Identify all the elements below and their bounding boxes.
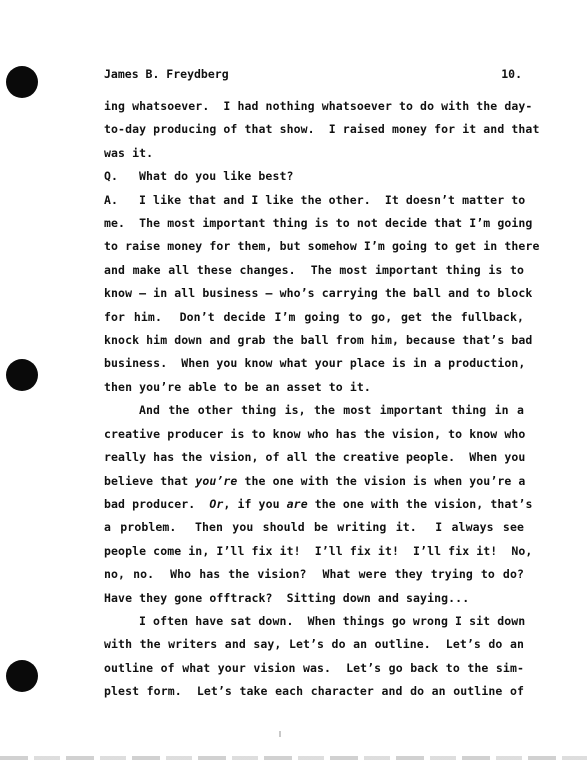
line-text: outline of what your vision was. Let’s go back to the sim- [104, 660, 524, 675]
line-text: no, no. Who has the vision? What were they trying to do? [104, 567, 524, 582]
line-text: to raise money for them, but somehow I’m going to get in there [104, 239, 540, 254]
text-line [104, 310, 524, 333]
text-line [104, 496, 533, 520]
line-text: the one with the vision is when you’re a [237, 473, 526, 488]
italic-emphasis: you’re [195, 473, 238, 488]
text-line [104, 474, 524, 497]
text-line [104, 591, 524, 614]
text-line [104, 146, 524, 169]
line-text: I like that and I like the other. It doesn’t matter to [139, 192, 526, 207]
line-text: plest form. Let’s take each character and do an outline of [104, 684, 524, 699]
text-line [104, 216, 533, 239]
text-line [104, 263, 524, 286]
page-number: 10. [501, 67, 522, 81]
paper-speck [279, 731, 281, 737]
text-line [104, 567, 524, 590]
binder-hole-middle [6, 359, 38, 391]
transcript-body [104, 99, 540, 708]
line-text: And the other thing is, the most important thing in a [139, 403, 524, 418]
line-text: with the writers and say, Let’s do an outline. Let’s do an [104, 637, 524, 652]
line-text: me. The most important thing is to not decide that I’m going [104, 216, 533, 231]
line-text: really has the vision, of all the creative people. When you [104, 450, 526, 465]
line-text: a problem. Then you should be writing it. I always see [104, 520, 524, 535]
text-line [104, 450, 524, 473]
line-text: Have they gone offtrack? Sitting down and saying... [104, 590, 470, 605]
text-line [104, 380, 524, 403]
text-line [104, 427, 524, 450]
line-text: believe that [104, 473, 196, 488]
text-line [104, 356, 524, 379]
line-text: know – in all business – who’s carrying the ball and to block [104, 286, 533, 301]
text-line [104, 684, 524, 707]
text-line [104, 122, 540, 145]
text-line [104, 661, 524, 684]
header-name: James B. Freydberg [104, 67, 229, 81]
line-text: then you’re able to be an asset to it. [104, 379, 371, 394]
text-line [104, 193, 524, 216]
text-line [104, 99, 533, 122]
text-line [104, 239, 540, 262]
line-text: and make all these changes. The most important thing is to [104, 262, 524, 277]
speaker-label: Q. [104, 169, 119, 184]
line-text: knock him down and grab the ball from him, because that’s bad [104, 333, 533, 348]
line-text: creative producer is to know who has the vision, to know who [104, 426, 526, 441]
text-line [104, 637, 524, 660]
line-text: was it. [104, 145, 154, 160]
italic-emphasis: Or [209, 496, 224, 511]
line-text: people come in, I’ll fix it! I’ll fix it! I’ll fix it! No, [104, 543, 533, 558]
binder-hole-bottom [6, 660, 38, 692]
line-text: bad producer. [104, 496, 210, 511]
line-text: for him. Don’t decide I’m going to go, get the fullback, [104, 309, 524, 324]
text-line [104, 169, 524, 192]
text-line [104, 543, 533, 567]
italic-emphasis: are [286, 496, 308, 511]
line-text: to-day producing of that show. I raised money for it and that [104, 122, 540, 137]
line-text: I often have sat down. When things go wrong I sit down [139, 613, 526, 628]
text-line [104, 333, 533, 356]
text-line [104, 403, 524, 426]
text-line [104, 614, 524, 637]
speaker-label: A. [104, 192, 119, 207]
line-text: the one with the vision, that’s [307, 496, 533, 511]
page-bottom-edge [0, 756, 587, 760]
line-text: What do you like best? [139, 169, 294, 184]
text-line [104, 520, 524, 543]
binder-hole-top [6, 66, 38, 98]
line-text: ing whatsoever. I had nothing whatsoever to do with the day- [104, 99, 533, 113]
line-text: business. When you know what your place is in a production, [104, 356, 526, 371]
line-text: , if you [223, 496, 287, 511]
text-line [104, 286, 533, 309]
